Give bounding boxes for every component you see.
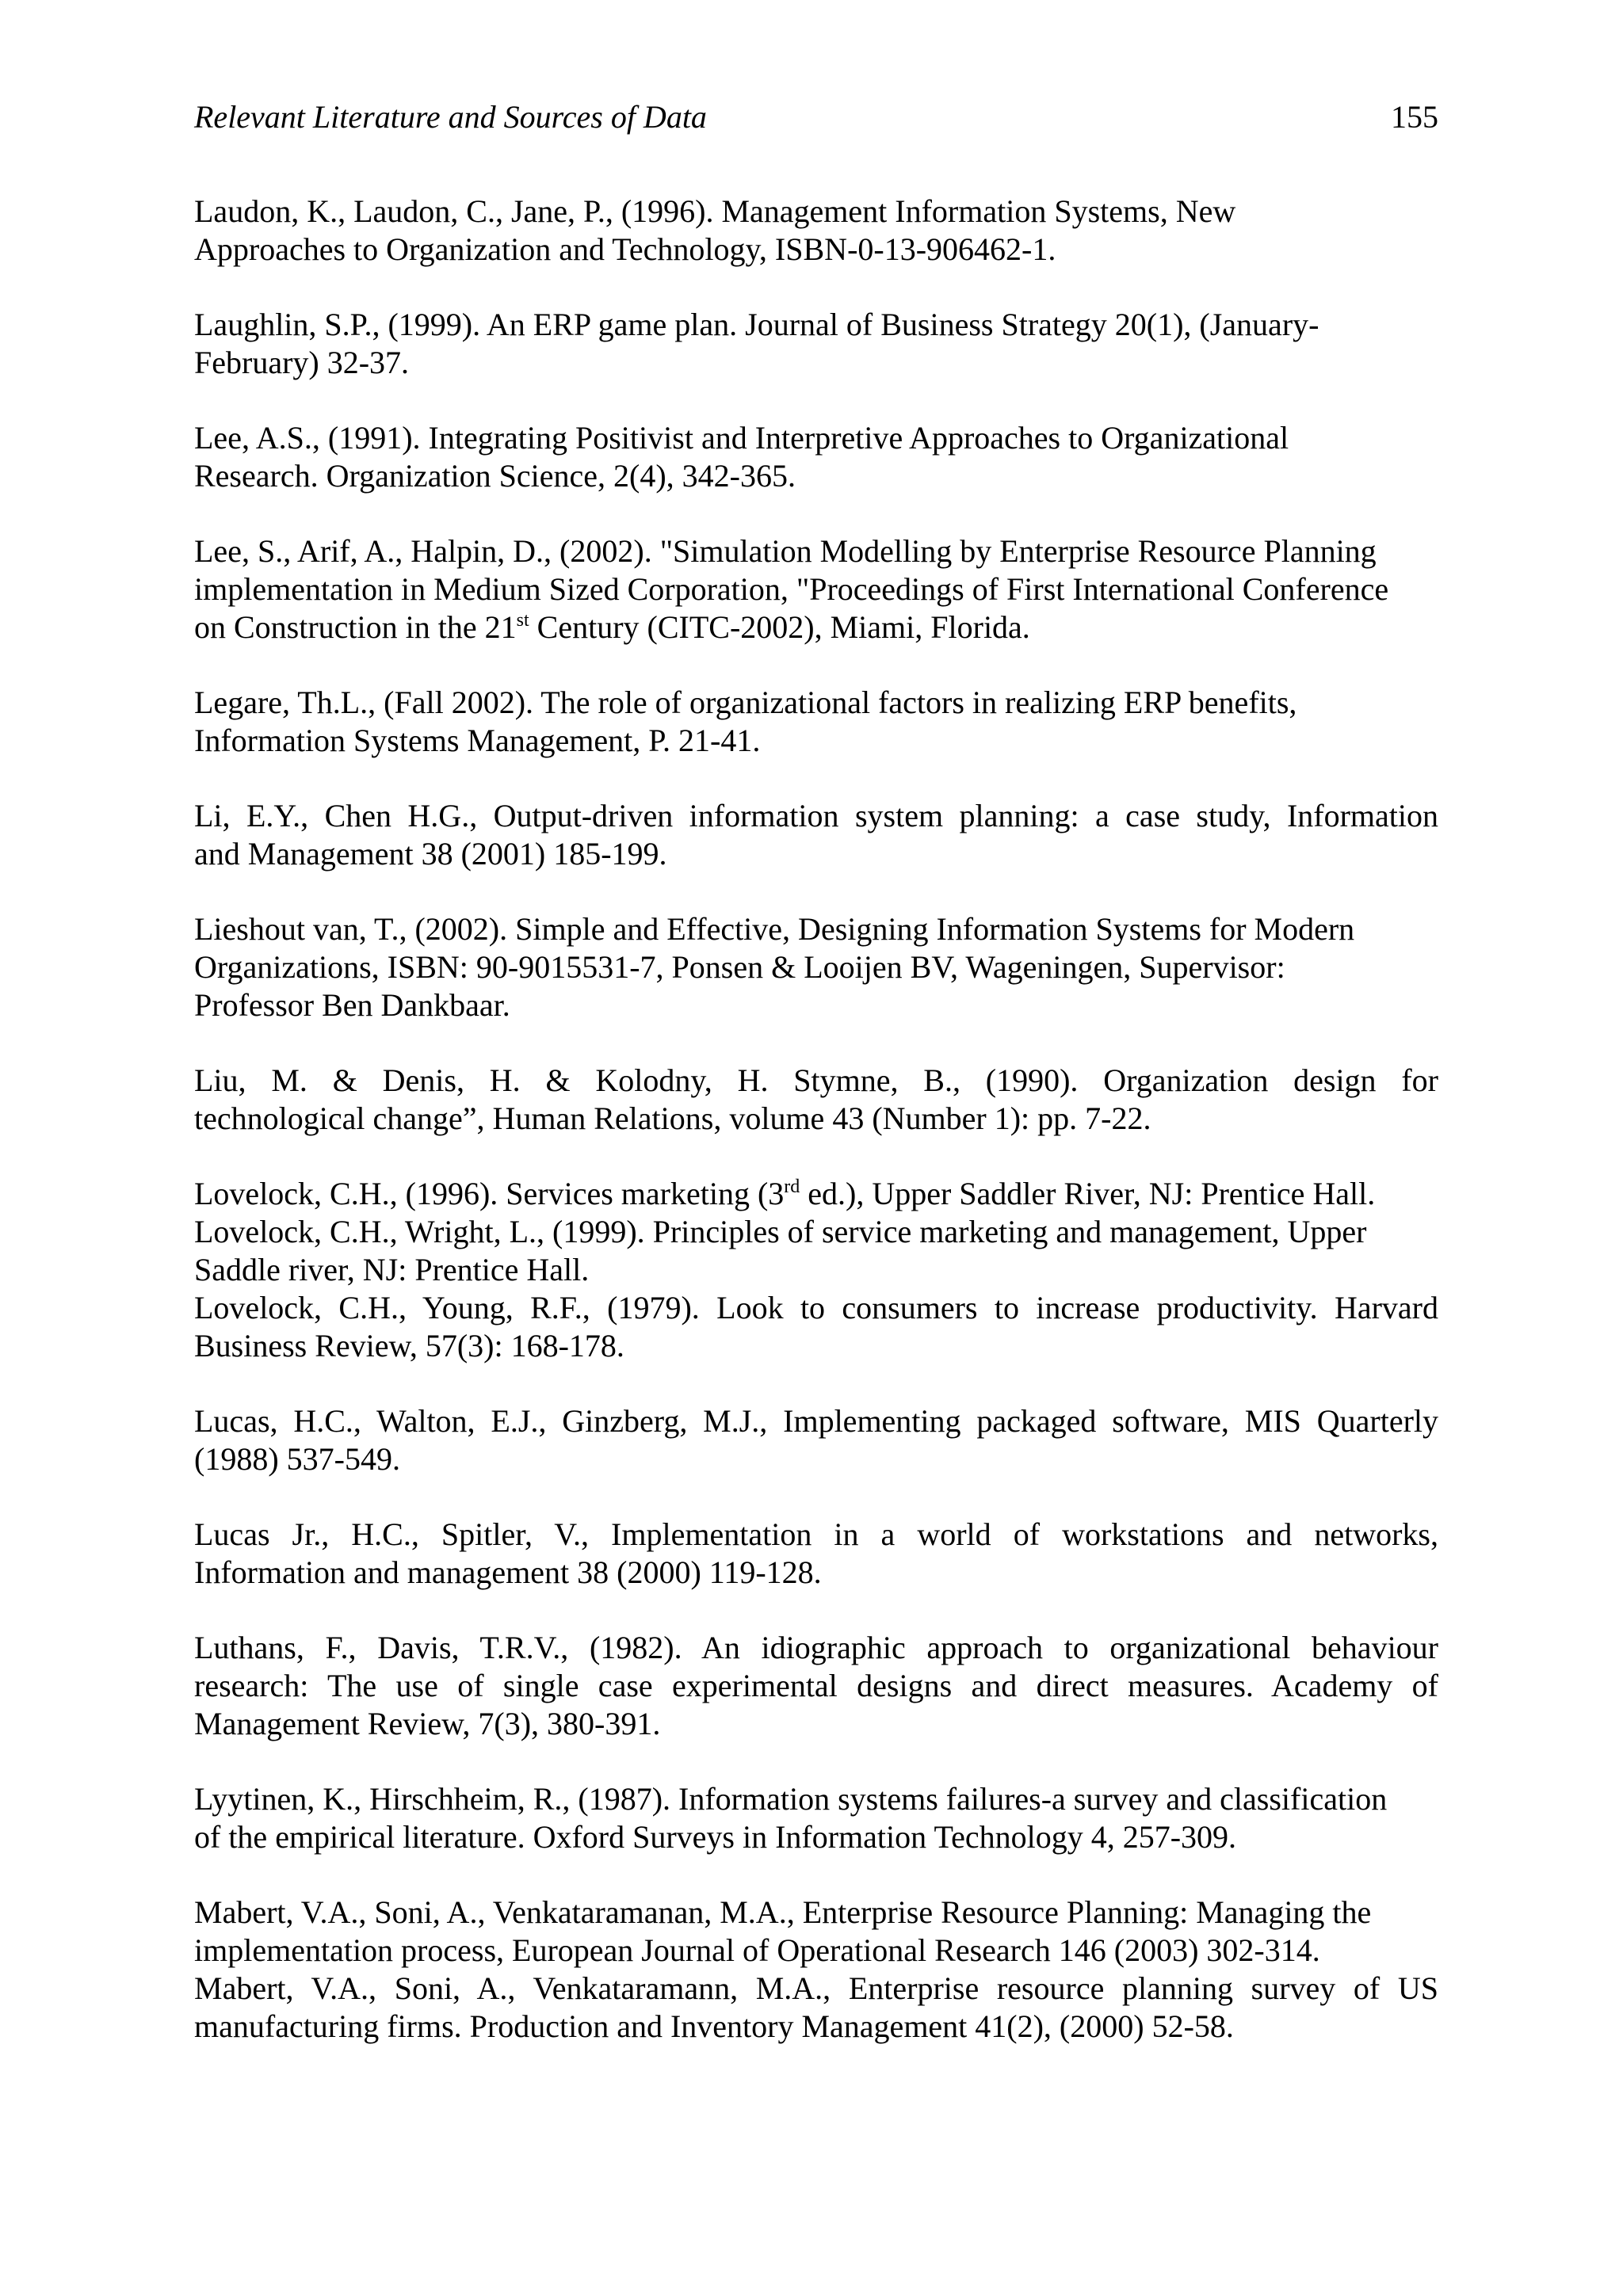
reference-lovelock-1999: [194, 1213, 1438, 1289]
reference-line: Laughlin, S.P., (1999). An ERP game plan. Journal of Business Strategy 20(1), (January-: [194, 307, 1319, 342]
reference-line: Lucas, H.C., Walton, E.J., Ginzberg, M.J., Implementing packaged software, MIS Quarterly: [194, 1403, 1438, 1439]
reference-line: technological change”, Human Relations, volume 43 (Number 1): pp. 7-22.: [194, 1100, 1151, 1136]
running-title: Relevant Literature and Sources of Data: [194, 99, 707, 135]
reference-line: research: The use of single case experimental designs and direct measures. Academy of: [194, 1668, 1438, 1703]
reference-lyytinen-1987: [194, 1780, 1438, 1856]
page-number: 155: [1391, 99, 1438, 135]
reference-line: February) 32-37.: [194, 345, 410, 380]
reference-lee-2002: [194, 532, 1438, 646]
reference-line: Saddle river, NJ: Prentice Hall.: [194, 1252, 590, 1287]
reference-line: Legare, Th.L., (Fall 2002). The role of organizational factors in realizing ERP benefits,: [194, 685, 1297, 720]
reference-mabert-2000: [194, 1970, 1438, 2046]
reference-line: Professor Ben Dankbaar.: [194, 987, 510, 1023]
page-header: [194, 97, 1438, 138]
reference-line: Lucas Jr., H.C., Spitler, V., Implementation in a world of workstations and networks,: [194, 1516, 1438, 1552]
reference-text: on Construction in the 21: [194, 609, 517, 645]
reference-laudon-1996: [194, 193, 1438, 269]
reference-text: ed.), Upper Saddler River, NJ: Prentice Hall.: [800, 1176, 1376, 1211]
reference-luthans-1982: [194, 1629, 1438, 1743]
reference-line: implementation process, European Journal of Operational Research 146 (2003) 302-314.: [194, 1932, 1320, 1968]
reference-text: Lovelock, C.H., (1996). Services marketing (3: [194, 1176, 785, 1211]
reference-line: Luthans, F., Davis, T.R.V., (1982). An idiographic approach to organizational behaviour: [194, 1630, 1438, 1665]
reference-line: Liu, M. & Denis, H. & Kolodny, H. Stymne, B., (1990). Organization design for: [194, 1062, 1438, 1098]
reference-legare-2002: [194, 684, 1438, 760]
reference-list: [194, 193, 1438, 2046]
reference-line: Li, E.Y., Chen H.G., Output-driven information system planning: a case study, Information: [194, 798, 1438, 833]
reference-liu-1990: [194, 1062, 1438, 1138]
reference-lovelock-1979: [194, 1289, 1438, 1365]
reference-line: [194, 608, 1438, 646]
reference-line: implementation in Medium Sized Corporation, "Proceedings of First International Conference: [194, 571, 1389, 607]
reference-line: Management Review, 7(3), 380-391.: [194, 1706, 661, 1741]
reference-line: Information and management 38 (2000) 119-128.: [194, 1554, 822, 1590]
reference-line: Mabert, V.A., Soni, A., Venkataramann, M.A., Enterprise resource planning survey of US: [194, 1970, 1438, 2006]
reference-line: and Management 38 (2001) 185-199.: [194, 836, 667, 871]
reference-line: Information Systems Management, P. 21-41.: [194, 723, 761, 758]
reference-line: of the empirical literature. Oxford Surveys in Information Technology 4, 257-309.: [194, 1819, 1237, 1855]
reference-line: Lovelock, C.H., Wright, L., (1999). Principles of service marketing and management, Upper: [194, 1214, 1367, 1249]
reference-text: Century (CITC-2002), Miami, Florida.: [529, 609, 1030, 645]
reference-line: Lieshout van, T., (2002). Simple and Effective, Designing Information Systems for Modern: [194, 911, 1355, 947]
reference-line: Lee, A.S., (1991). Integrating Positivist and Interpretive Approaches to Organizational: [194, 420, 1289, 456]
reference-laughlin-1999: [194, 306, 1438, 382]
reference-lucas-1988: [194, 1402, 1438, 1478]
reference-line: Laudon, K., Laudon, C., Jane, P., (1996). Management Information Systems, New: [194, 193, 1236, 229]
reference-line: Mabert, V.A., Soni, A., Venkataramanan, M.A., Enterprise Resource Planning: Managing the: [194, 1894, 1372, 1930]
reference-line: Lovelock, C.H., Young, R.F., (1979). Look to consumers to increase productivity. Harvard: [194, 1290, 1438, 1325]
reference-li-2001: [194, 797, 1438, 873]
reference-line: [194, 1175, 1438, 1213]
reference-line: Business Review, 57(3): 168-178.: [194, 1328, 624, 1363]
reference-lieshout-2002: [194, 910, 1438, 1024]
reference-line: manufacturing firms. Production and Inventory Management 41(2), (2000) 52-58.: [194, 2008, 1234, 2044]
reference-lee-1991: [194, 419, 1438, 495]
reference-lucas-jr-2000: [194, 1516, 1438, 1592]
reference-line: Organizations, ISBN: 90-9015531-7, Ponsen & Looijen BV, Wageningen, Supervisor:: [194, 949, 1285, 985]
reference-line: Lyytinen, K., Hirschheim, R., (1987). Information systems failures-a survey and classification: [194, 1781, 1388, 1817]
reference-line: Lee, S., Arif, A., Halpin, D., (2002). "Simulation Modelling by Enterprise Resource Planning: [194, 533, 1377, 569]
reference-line: (1988) 537-549.: [194, 1441, 400, 1477]
reference-mabert-2003: [194, 1894, 1438, 1970]
ordinal-superscript: st: [516, 610, 529, 631]
reference-line: Research. Organization Science, 2(4), 342-365.: [194, 458, 796, 494]
ordinal-superscript: rd: [784, 1177, 800, 1197]
reference-lovelock-1996: [194, 1175, 1438, 1213]
reference-line: Approaches to Organization and Technology, ISBN-0-13-906462-1.: [194, 231, 1056, 267]
